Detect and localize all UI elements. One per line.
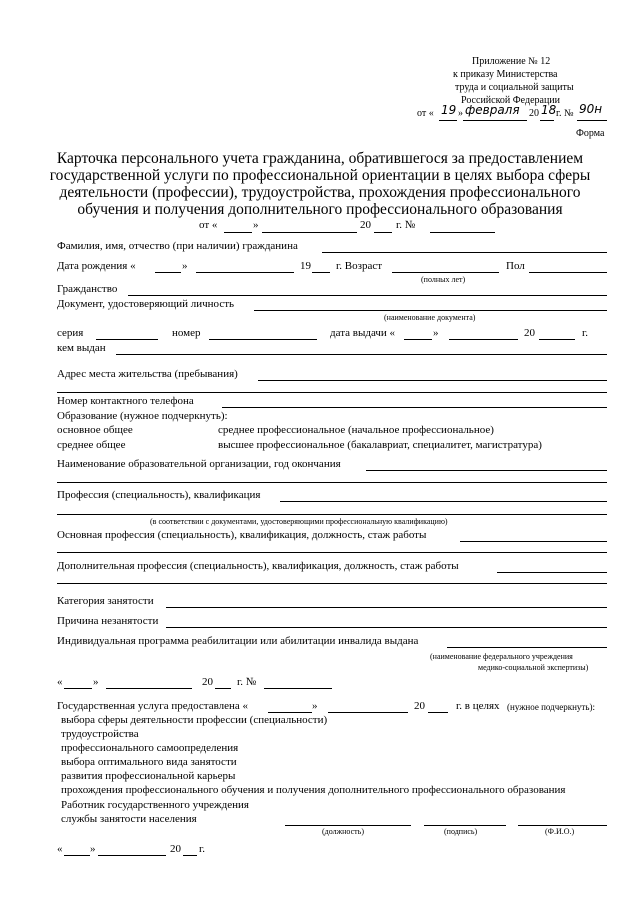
purpose-note: (нужное подчеркнуть): bbox=[507, 702, 595, 712]
position-caption: (должность) bbox=[322, 827, 364, 836]
worker-label: Работник государственного учреждения bbox=[61, 799, 249, 811]
issue-day-field[interactable] bbox=[404, 339, 432, 340]
ipra-note: (наименование федерального учреждения bbox=[430, 652, 573, 661]
education-label: Образование (нужное подчеркнуть): bbox=[57, 410, 228, 422]
phone-field[interactable] bbox=[222, 407, 607, 408]
handwritten-year: 18 bbox=[541, 103, 557, 117]
purpose-option[interactable]: прохождения профессионального обучения и получения дополнительного профессионального образования bbox=[61, 784, 566, 796]
birth-day-field[interactable] bbox=[155, 272, 181, 273]
profession-note: (в соответствии с документами, удостоверяющими профессиональную квалификацию) bbox=[150, 517, 448, 526]
birth-label: Дата рождения « bbox=[57, 260, 136, 272]
handwritten-day: 19 bbox=[441, 103, 457, 117]
sign-month-field[interactable] bbox=[98, 855, 166, 856]
signature-field[interactable] bbox=[424, 825, 506, 826]
issue-year-field[interactable] bbox=[539, 339, 575, 340]
service-day-field[interactable] bbox=[268, 712, 312, 713]
service-year-field[interactable] bbox=[428, 712, 448, 713]
add-prof-field[interactable] bbox=[497, 572, 607, 573]
unemployment-reason-field[interactable] bbox=[166, 627, 607, 628]
profession-label: Профессия (специальность), квалификация bbox=[57, 489, 261, 501]
document-note: (наименование документа) bbox=[384, 313, 476, 322]
page-title-line3: деятельности (профессии), трудоустройства, прохождения профессионального bbox=[59, 184, 581, 201]
ipra-note-2: медико-социальной экспертизы) bbox=[478, 663, 589, 672]
address-label: Адрес места жительства (пребывания) bbox=[57, 368, 238, 380]
birth-year-field[interactable] bbox=[312, 272, 330, 273]
header-order: к приказу Министерства bbox=[453, 69, 558, 80]
header-federation: Российской Федерации bbox=[461, 95, 561, 106]
sign-day-field[interactable] bbox=[64, 855, 90, 856]
handwritten-number: 90н bbox=[579, 102, 603, 116]
birth-month-field[interactable] bbox=[196, 272, 294, 273]
main-prof-label: Основная профессия (специальность), квалификация, должность, стаж работы bbox=[57, 529, 427, 541]
profession-field[interactable] bbox=[280, 501, 607, 502]
issue-month-field[interactable] bbox=[449, 339, 518, 340]
purpose-option[interactable]: профессионального самоопределения bbox=[61, 742, 239, 754]
edu-option[interactable]: среднее общее bbox=[57, 439, 126, 451]
age-note: (полных лет) bbox=[421, 275, 466, 284]
page-title: Карточка персонального учета гражданина, обратившегося за предоставлением bbox=[56, 150, 584, 167]
series-field[interactable] bbox=[96, 339, 158, 340]
fio-caption: (Ф.И.О.) bbox=[545, 827, 575, 836]
service-month-field[interactable] bbox=[328, 712, 408, 713]
sign-year-field[interactable] bbox=[183, 855, 197, 856]
fio-sign-field[interactable] bbox=[518, 825, 607, 826]
position-field[interactable] bbox=[285, 825, 411, 826]
document-label: Документ, удостоверяющий личность bbox=[57, 298, 235, 310]
signature-caption: (подпись) bbox=[444, 827, 478, 836]
form-label: Форма bbox=[576, 128, 605, 139]
worker-label-2: службы занятости населения bbox=[61, 813, 197, 825]
citizenship-field[interactable] bbox=[128, 295, 607, 296]
header-ministry: труда и социальной защиты bbox=[455, 82, 574, 93]
edu-option[interactable]: среднее профессиональное (начальное профессиональное) bbox=[218, 424, 494, 436]
page-title-line4: обучения и получения дополнительного профессионального образования bbox=[77, 201, 563, 218]
service-label: Государственная услуга предоставлена « bbox=[57, 700, 249, 712]
ipra-field[interactable] bbox=[447, 647, 607, 648]
ipra-number-field[interactable] bbox=[264, 688, 332, 689]
purpose-option[interactable]: развития профессиональной карьеры bbox=[61, 770, 236, 782]
edu-org-label: Наименование образовательной организации, год окончания bbox=[57, 458, 341, 470]
purpose-option[interactable]: трудоустройства bbox=[61, 728, 139, 740]
page-title-line2: государственной услуги по профессиональной ориентации в целях выбора сферы bbox=[49, 167, 591, 184]
edu-option[interactable]: высшее профессиональное (бакалавриат, специалитет, магистратура) bbox=[218, 439, 542, 451]
fio-field[interactable] bbox=[322, 252, 607, 253]
main-prof-field[interactable] bbox=[460, 541, 607, 542]
phone-label: Номер контактного телефона bbox=[57, 395, 194, 407]
purpose-option[interactable]: выбора оптимального вида занятости bbox=[61, 756, 237, 768]
address-field[interactable] bbox=[258, 380, 607, 381]
issued-by-field[interactable] bbox=[116, 354, 607, 355]
ipra-month-field[interactable] bbox=[106, 688, 192, 689]
edu-org-field[interactable] bbox=[366, 470, 607, 471]
unemployment-reason-label: Причина незанятости bbox=[57, 615, 159, 627]
ipra-year-field[interactable] bbox=[215, 688, 231, 689]
employment-cat-label: Категория занятости bbox=[57, 595, 154, 607]
ipra-label: Индивидуальная программа реабилитации или абилитации инвалида выдана bbox=[57, 635, 419, 647]
sex-field[interactable] bbox=[529, 272, 607, 273]
number-field[interactable] bbox=[209, 339, 317, 340]
add-prof-label: Дополнительная профессия (специальность), квалификация, должность, стаж работы bbox=[57, 560, 459, 572]
handwritten-month: февраля bbox=[465, 103, 520, 117]
citizenship-label: Гражданство bbox=[57, 283, 118, 295]
ipra-day-field[interactable] bbox=[64, 688, 92, 689]
employment-cat-field[interactable] bbox=[166, 607, 607, 608]
document-field[interactable] bbox=[254, 310, 607, 311]
edu-option[interactable]: основное общее bbox=[57, 424, 133, 436]
age-field[interactable] bbox=[392, 272, 499, 273]
purpose-option[interactable]: выбора сферы деятельности профессии (специальности) bbox=[61, 714, 328, 726]
fio-label: Фамилия, имя, отчество (при наличии) гражданина bbox=[57, 240, 298, 252]
header-appendix: Приложение № 12 bbox=[472, 56, 551, 67]
